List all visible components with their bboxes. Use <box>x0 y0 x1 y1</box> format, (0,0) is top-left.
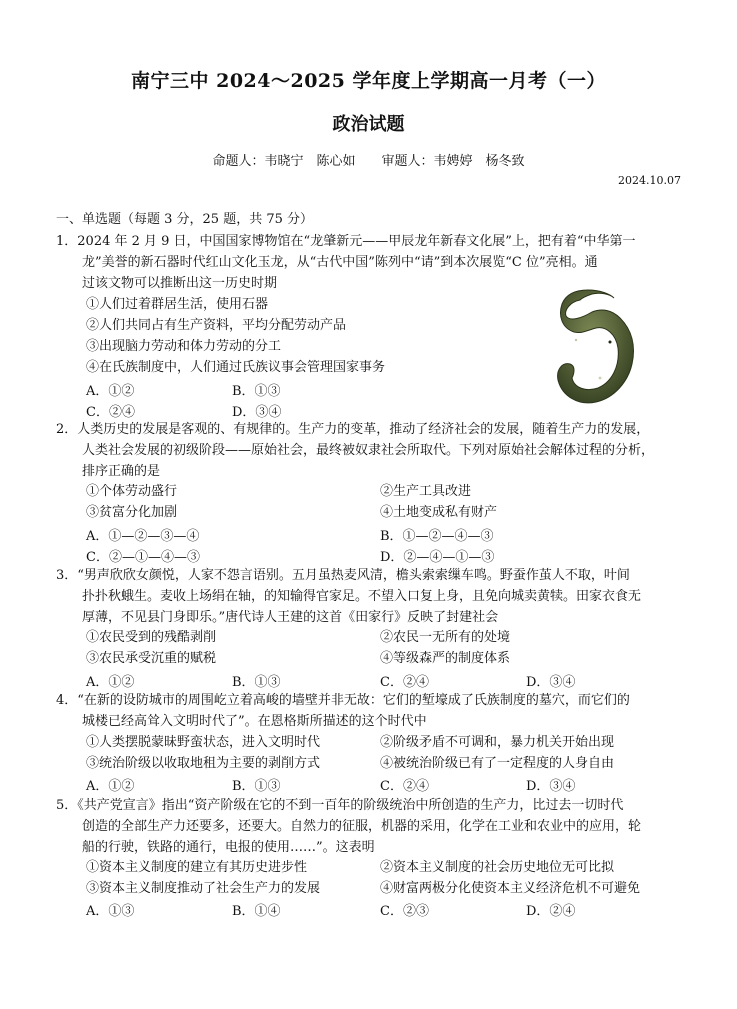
q2-option-c[interactable]: C．②—①—④—③ <box>86 550 200 565</box>
subject-title: 政治试题 <box>332 114 405 135</box>
q4-item: ②阶级矛盾不可调和，暴力机关开始出现 <box>380 735 615 750</box>
q4-option-d[interactable]: D．③④ <box>526 779 576 794</box>
q1-option-b[interactable]: B．①③ <box>232 384 281 399</box>
q1-item: ④在氏族制度中，人们通过氏族议事会管理国家事务 <box>86 360 386 375</box>
q2-option-b[interactable]: B．①—②—④—③ <box>380 529 494 544</box>
section-heading: 一、单选题（每题 3 分，25 题，共 75 分） <box>56 212 314 227</box>
q2-option-a[interactable]: A．①—②—③—④ <box>86 529 200 544</box>
q3-stem-line: 厚薄，不见县门身即乐。”唐代诗人王建的这首《田家行》反映了封建社会 <box>82 610 499 625</box>
q3-stem-line: 扑扑秋蛾生。麦收上场绢在轴，的知输得官家足。不望入口复上身，且免向城卖黄犊。田家衣食无 <box>82 589 642 604</box>
q2-item: ④土地变成私有财产 <box>380 505 498 520</box>
q3-item: ③农民承受沉重的赋税 <box>86 651 217 666</box>
q5-option-b[interactable]: B．①④ <box>232 904 281 919</box>
q2-stem-line: 人类社会发展的初级阶段——原始社会，最终被奴隶社会所取代。下列对原始社会解体过程的分析， <box>82 443 655 458</box>
q2-item: ③贫富分化加剧 <box>86 505 178 520</box>
q3-item: ②农民一无所有的处境 <box>380 630 511 645</box>
q4-option-c[interactable]: C．②④ <box>380 779 429 794</box>
q2-item: ②生产工具改进 <box>380 484 472 499</box>
q3-stem-line: 3．“男声欣欣女颜悦，人家不怨言语别。五月虽热麦风清，檐头索索缫车鸣。野蚕作茧人不取，叶间 <box>56 568 630 583</box>
q3-item: ④等级森严的制度体系 <box>380 651 511 666</box>
q1-stem-line: 龙”美誉的新石器时代红山文化玉龙，从“古代中国”陈列中“请”到本次展览“C 位”亮相。通 <box>82 255 598 270</box>
q5-item: ④财富两极分化使资本主义经济危机不可避免 <box>380 881 641 896</box>
q5-option-d[interactable]: D．②④ <box>526 904 576 919</box>
q3-option-d[interactable]: D．③④ <box>526 675 576 690</box>
exam-title: 南宁三中 2024～2025 学年度上学期高一月考（一） <box>131 70 606 92</box>
q5-item: ③资本主义制度推动了社会生产力的发展 <box>86 881 321 896</box>
q1-item: ①人们过着群居生活，使用石器 <box>86 297 269 312</box>
q3-option-b[interactable]: B．①③ <box>232 675 281 690</box>
jade-dragon-image <box>540 282 650 412</box>
q5-option-a[interactable]: A．①③ <box>86 904 135 919</box>
q3-item: ①农民受到的残酷剥削 <box>86 630 217 645</box>
q4-stem-line: 城楼已经高耸入文明时代了”。在恩格斯所描述的这个时代中 <box>82 714 427 729</box>
q2-item: ①个体劳动盛行 <box>86 484 178 499</box>
q1-option-d[interactable]: D．③④ <box>232 405 282 420</box>
q4-item: ④被统治阶级已有了一定程度的人身自由 <box>380 756 615 771</box>
q4-item: ①人类摆脱蒙昧野蛮状态，进入文明时代 <box>86 735 321 750</box>
q1-stem-line: 1．2024 年 2 月 9 日，中国国家博物馆在“龙肇新元——甲辰龙年新春文化展”上，把有着“中华第一 <box>56 234 636 249</box>
q5-option-c[interactable]: C．②③ <box>380 904 429 919</box>
q5-stem-line: 5．《共产党宣言》指出“资产阶级在它的不到一百年的阶级统治中所创造的生产力，比过去一切时代 <box>56 798 624 813</box>
q1-option-c[interactable]: C．②④ <box>86 405 135 420</box>
q3-option-c[interactable]: C．②④ <box>380 675 429 690</box>
q1-stem-line: 过该文物可以推断出这一历史时期 <box>82 276 278 291</box>
q3-option-a[interactable]: A．①② <box>86 675 135 690</box>
q1-item: ③出现脑力劳动和体力劳动的分工 <box>86 339 282 354</box>
q2-stem-line: 排序正确的是 <box>82 464 161 479</box>
q5-stem-line: 创造的全部生产力还要多，还要大。自然力的征服，机器的采用，化学在工业和农业中的应用，轮 <box>82 819 642 834</box>
q4-stem-line: 4．“在新的设防城市的周围屹立着高峻的墙壁并非无故：它们的堑壕成了氏族制度的墓穴，而它们的 <box>56 693 630 708</box>
authors-line: 命题人：韦晓宁 陈心如 审题人：韦娉婷 杨冬致 <box>212 154 525 169</box>
q1-option-a[interactable]: A．①② <box>86 384 135 399</box>
q1-item: ②人们共同占有生产资料，平均分配劳动产品 <box>86 318 347 333</box>
q4-option-a[interactable]: A．①② <box>86 779 135 794</box>
q4-item: ③统治阶级以收取地租为主要的剥削方式 <box>86 756 321 771</box>
q2-stem-line: 2．人类历史的发展是客观的、有规律的。生产力的变革，推动了经济社会的发展，随着生产力的发展， <box>56 422 650 437</box>
q4-option-b[interactable]: B．①③ <box>232 779 281 794</box>
q5-item: ①资本主义制度的建立有其历史进步性 <box>86 860 308 875</box>
q5-item: ②资本主义制度的社会历史地位无可比拟 <box>380 860 615 875</box>
q2-option-d[interactable]: D．②—④—①—③ <box>380 550 495 565</box>
q5-stem-line: 船的行驶，铁路的通行，电报的使用……”。这表明 <box>82 840 375 855</box>
exam-date: 2024.10.07 <box>618 174 681 187</box>
